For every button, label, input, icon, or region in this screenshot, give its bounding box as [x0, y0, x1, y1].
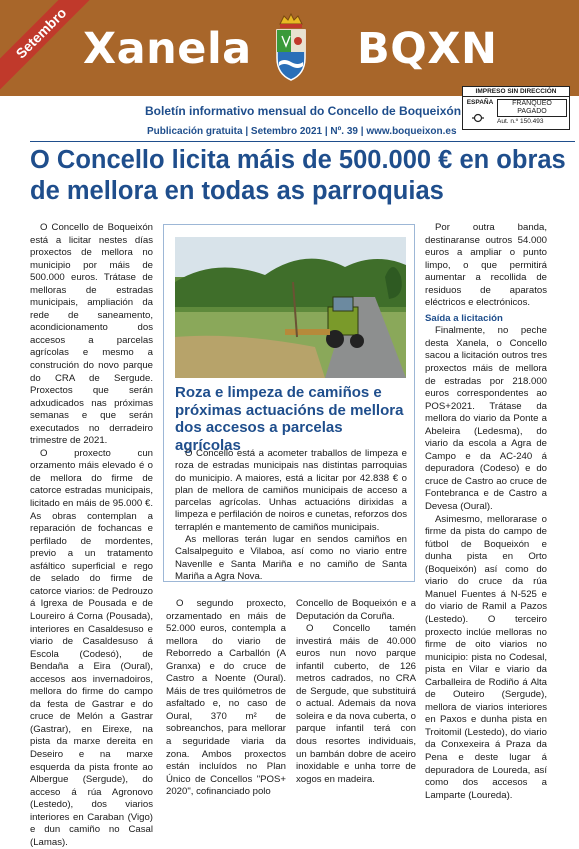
post-horn-icon — [471, 113, 485, 123]
column-left — [30, 222, 153, 849]
paragraph: O Concello de Boqueixón está a licitar nestes días proxectos de mellora no municipio por máis de 500.000 euros. Trátase de melloras de estradas municipais, ampliación da rede de saneamento, acondicionamento dos accesos a parcelas agrícolas e mesmo a construción do novo parque do CRA de Sergude. Proxectos que serán adxudicados nas próximas semanas e que serán executados no derradeiro trimestre de 2021. — [30, 222, 153, 447]
section-subheading: Saída a licitación — [425, 312, 503, 324]
issue-line: Publicación gratuita | Setembro 2021 | Nº. 39 | www.boqueixon.es — [147, 126, 457, 137]
postal-unaddressed-label: IMPRESO SIN DIRECCIÓN — [463, 87, 569, 97]
masthead-banner — [0, 0, 579, 96]
sidebar-box-title: Roza e limpeza de camiños e próximas actuacións de mellora dos accesos a parcelas agrícolas — [175, 384, 404, 454]
masthead-title-left: Xanela — [83, 24, 252, 74]
postal-indicia — [462, 86, 570, 130]
paragraph: As melloras terán lugar en sendos camiños en Calsalpeguito e Vilaboa, así como no viario entre Navenlle e Santa Mariña e no camiño de Santa Mariña a Agra Nova. — [175, 534, 407, 582]
main-headline: O Concello licita máis de 500.000 € en obras de mellora en todas as parroquias — [30, 146, 566, 205]
postal-country: ESPAÑA — [466, 99, 494, 106]
bulletin-subtitle: Boletín informativo mensual do Concello de Boqueixón — [145, 104, 462, 118]
paragraph: O Concello está a acometer traballos de limpeza e roza de estradas municipais nas distintas parroquias do municipio. A maiores, está a licitar por 42.838 € o plan de mellora de camiños municipais de acceso a parcelas agrícolas. Unhas actuacións dirixidas a limpeza e perfilación de noiros e cunetas, reforzos dos terraplén e mantemento de camiños municipais. — [175, 448, 407, 533]
tractor-road-photo — [175, 237, 406, 378]
header-divider — [30, 141, 575, 142]
paragraph: Por outra banda, destinaranse outros 54.000 euros a ampliar o punto limpo, o que permitirá aumentar a recollida de residuos de aparatos eléctricos e electrónicos. — [425, 222, 547, 309]
column-middle-left — [166, 598, 286, 799]
postal-authorization: Aut. n.º 150.493 — [497, 118, 544, 125]
column-middle-right — [296, 598, 416, 786]
paragraph: O segundo proxecto, orzamentado en máis de 52.000 euros, contempla a mellora do viario de Reborredo a Carballón (A Granxa) e do cruce de Castro a Noente (Oural). Máis de tres quilómetros de asfaltado e, no caso de Oural, 370 m² de sobreanchos, para mellorar a seguridade viaria da zona. Ambos proxectos están incluídos no Plan Único de Concellos "POS+ 2020", cofinanciado polo — [166, 598, 286, 798]
masthead-title-right: BQXN — [357, 24, 498, 74]
column-right — [425, 222, 547, 802]
paragraph: O Concello tamén investirá máis de 40.000 euros nun novo parque infantil cuberto, de 126 metros cadrados, no CRA de Sergude, que substituirá o actual. Ademais da nova soleira e da nova cuberta, o parque infantil terá con dous resortes individuais, un bambán dobre de aceiro inoxidable e unha torre de xogos en madeira. — [296, 623, 416, 785]
postal-franking: FRANQUEO PAGADO — [497, 99, 567, 117]
paragraph: Asimesmo, mellorarase o firme da pista do campo de fútbol de Boqueixón e dunha pista en Orto (Boqueixón) así como do viario do cruce da rúa Manuel Fuentes á N-525 e do viario de Ramil a Pazos (Lestedo). O terceiro proxecto inclúe melloras no firme de oito viarios no municipio: pista no Codesal, pista en Vilar e viario da Carballeira de Rodiño á Alta de Outeiro (Sergude), mellora de viarios interiores en Paxos e dunha pista en Troitomil (Lestedo), do viario da Conxexeira á Praza da Pena e deste lugar á depuradora de Loureda, así como dos accesos a Lamparte (Loureda). — [425, 513, 547, 801]
sidebar-box-text — [175, 448, 407, 583]
month-corner-label: Setembro — [0, 0, 102, 94]
paragraph: O proxecto cun orzamento máis elevado é o de mellora do firme de catorce estradas municipais, licitado en máis de 95.000 €. As obras contemplan a reparación de fochancas e perfilado de mordentes, previo a un tratamento asfáltico superficial e rego de selado do firme de catorce viarios: de Pedrouzo á Igrexa de Pousada e de Loureiro á Corna (Pousada), interiores en Casaldesuso e viario de Casaldesuso á Escola (Codesó), de Bendaña a Eira (Oural), accesos aos invernadoiros, mellora do firme do campo da festa de Gastrar e do cruce de Melón a Gastrar (Gastrar), en Eirexe, na pista da marxe dereita en Deseiro e na marxe esquerda da pista fronte ao Albergue (Sergude), do acceso á rúa Agronovo (Lestedo), dos viarios interiores en Caraban (Vigo) e dun camiño no Casal (Lamas). — [30, 447, 153, 848]
municipal-crest-icon — [272, 12, 310, 84]
paragraph: Concello de Boqueixón e a Deputación da Coruña. — [296, 598, 416, 622]
paragraph: Finalmente, no peche desta Xanela, o Concello sacou a licitación outros tres proxectos máis de mellora de estradas por 218.000 euros correspondentes ao POS+2021. Trátase da mellora do viario da Ponte a Abeleira (Ledesma), do viario da escola a Agra de Campo e da AC-240 á depuradora (Codeso) e do cruce de Castro ao cruce de Fontebranca e de Castro a Devesa (Oural). — [425, 325, 547, 513]
